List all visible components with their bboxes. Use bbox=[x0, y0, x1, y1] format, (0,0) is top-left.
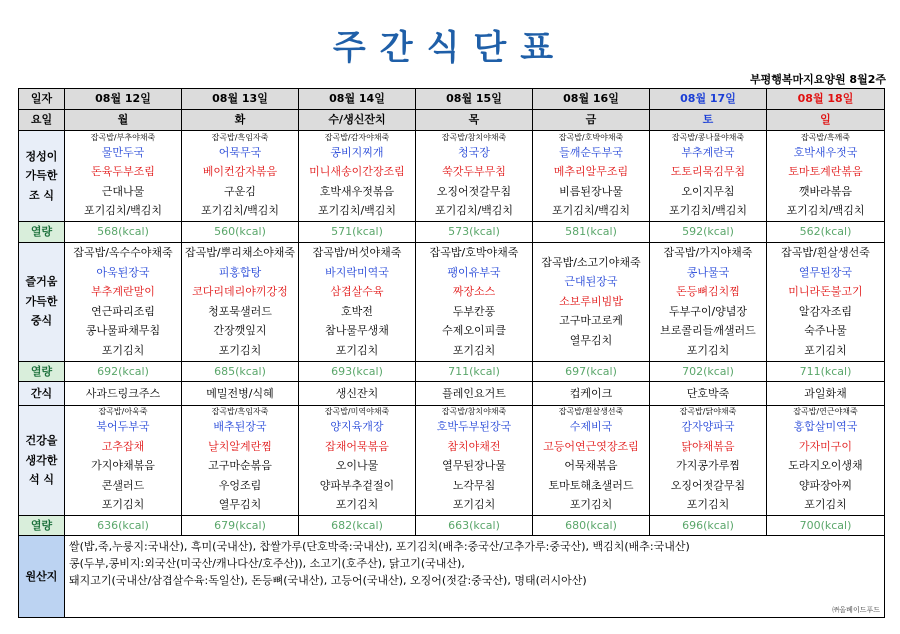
calorie-value: 680(kcal) bbox=[533, 515, 650, 536]
lunch-dish: 브로콜리들깨샐러드 bbox=[660, 324, 756, 337]
calorie-value: 702(kcal) bbox=[650, 361, 767, 382]
dinner-dish: 홍합살미역국 bbox=[793, 420, 858, 433]
calorie-value: 700(kcal) bbox=[767, 515, 885, 536]
lunch-rice-porridge: 잡곡밥/뿌리채소야채죽 bbox=[185, 246, 295, 259]
breakfast-rice-porridge: 잡곡밥/부추야채죽 bbox=[90, 132, 156, 142]
date-label: 일자 bbox=[19, 89, 65, 110]
dinner-dish: 수제비국 bbox=[569, 420, 613, 433]
calorie-value: 697(kcal) bbox=[533, 361, 650, 382]
calorie-value: 693(kcal) bbox=[299, 361, 416, 382]
breakfast-dish: 콩비지찌개 bbox=[330, 145, 384, 159]
dinner-label-line: 생각한 bbox=[25, 453, 58, 467]
lunch-dish: 아욱된장국 bbox=[96, 265, 150, 279]
breakfast-calorie-row bbox=[19, 222, 885, 243]
calorie-value: 711(kcal) bbox=[767, 361, 885, 382]
lunch-row bbox=[19, 242, 885, 361]
breakfast-row bbox=[19, 131, 885, 222]
lunch-dish: 포기김치 bbox=[335, 343, 379, 357]
calorie-value: 711(kcal) bbox=[416, 361, 533, 382]
breakfast-label-line: 가득한 bbox=[25, 169, 58, 183]
calorie-label: 열량 bbox=[19, 515, 65, 536]
breakfast-rice-porridge: 잡곡밥/참치야채죽 bbox=[441, 132, 507, 142]
lunch-cell bbox=[416, 242, 533, 361]
dinner-dish: 참치야채전 bbox=[447, 439, 501, 453]
dinner-rice-porridge: 잡곡밥/연근야채죽 bbox=[793, 407, 858, 416]
breakfast-dish: 베이컨감자볶음 bbox=[202, 165, 278, 178]
page-title: 주간식단표 bbox=[332, 28, 568, 68]
breakfast-dish: 도토리묵김무침 bbox=[670, 165, 746, 178]
lunch-dish: 삼겹살수육 bbox=[330, 285, 384, 298]
date-cell: 08월 14일 bbox=[299, 89, 416, 110]
calorie-value: 568(kcal) bbox=[65, 222, 182, 243]
breakfast-cell bbox=[650, 131, 767, 222]
lunch-dish: 알감자조림 bbox=[798, 304, 853, 318]
weekday-cell: 금 bbox=[533, 110, 650, 131]
breakfast-dish: 토마토계란볶음 bbox=[788, 165, 863, 178]
lunch-rice-porridge: 잡곡밥/버섯야채죽 bbox=[312, 246, 402, 259]
date-cell: 08월 12일 bbox=[65, 89, 182, 110]
calorie-value: 562(kcal) bbox=[767, 222, 885, 243]
calorie-value: 692(kcal) bbox=[65, 361, 182, 382]
lunch-label-line: 즐거움 bbox=[25, 275, 58, 289]
snack-cell: 메밀전병/식혜 bbox=[182, 382, 299, 406]
breakfast-cell bbox=[416, 131, 533, 222]
calorie-value: 573(kcal) bbox=[416, 222, 533, 243]
breakfast-dish: 메추리알무조림 bbox=[553, 165, 629, 178]
weekday-label: 요일 bbox=[19, 110, 65, 131]
breakfast-rice-porridge: 잡곡밥/흑임자죽 bbox=[211, 132, 269, 142]
lunch-label bbox=[19, 242, 65, 361]
dinner-label-line: 건강을 bbox=[25, 434, 58, 447]
lunch-dish: 콩나물국 bbox=[686, 265, 730, 279]
dinner-rice-porridge: 잡곡밥/미역야채죽 bbox=[324, 407, 390, 416]
breakfast-cell bbox=[65, 131, 182, 222]
dinner-cell bbox=[65, 406, 182, 516]
dinner-dish: 고등어연근엿장조림 bbox=[543, 439, 639, 453]
lunch-dish: 간장깻잎지 bbox=[213, 324, 267, 337]
weekday-cell: 수/생신잔치 bbox=[299, 110, 416, 131]
dinner-dish: 오징어젓갈무침 bbox=[670, 478, 746, 492]
date-cell: 08월 16일 bbox=[533, 89, 650, 110]
breakfast-dish: 돈육두부조림 bbox=[91, 165, 155, 178]
breakfast-dish: 포기김치/백김치 bbox=[786, 204, 865, 217]
snack-cell: 생신잔치 bbox=[299, 382, 416, 406]
dinner-dish: 포기김치 bbox=[804, 498, 847, 511]
dinner-calorie-row bbox=[19, 515, 885, 536]
origin-line: 쌀(밥,죽,누룽지:국내산), 흑미(국내산), 찹쌀가루(단호박죽:국내산), 포기김치(배추:중국산/고추가루:중국산), 백김치(배추:국내산) bbox=[69, 540, 690, 553]
breakfast-cell bbox=[299, 131, 416, 222]
dinner-dish: 포기김치 bbox=[335, 498, 379, 511]
lunch-dish: 짜장소스 bbox=[452, 285, 496, 298]
dinner-dish: 날치알계란찜 bbox=[208, 439, 272, 453]
date-cell: 08월 15일 bbox=[416, 89, 533, 110]
snack-cell: 플레인요거트 bbox=[416, 382, 533, 406]
breakfast-dish: 포기김치/백김치 bbox=[83, 204, 163, 217]
dinner-dish: 양파장아찌 bbox=[798, 478, 853, 492]
dinner-row bbox=[19, 406, 885, 516]
breakfast-cell bbox=[182, 131, 299, 222]
dinner-dish: 콘샐러드 bbox=[101, 478, 145, 492]
dinner-dish: 포기김치 bbox=[452, 498, 496, 511]
breakfast-dish: 오징어젓갈무침 bbox=[436, 184, 512, 198]
breakfast-label-line: 정성이 bbox=[25, 149, 58, 163]
calorie-value: 685(kcal) bbox=[182, 361, 299, 382]
calorie-label: 열량 bbox=[19, 222, 65, 243]
dinner-dish: 배추된장국 bbox=[213, 420, 267, 433]
lunch-dish: 포기김치 bbox=[686, 343, 730, 357]
breakfast-dish: 포기김치/백김치 bbox=[551, 204, 631, 217]
lunch-cell bbox=[533, 242, 650, 361]
calorie-value: 636(kcal) bbox=[65, 515, 182, 536]
breakfast-dish: 들깨순두부국 bbox=[559, 145, 623, 159]
lunch-dish: 포기김치 bbox=[452, 343, 496, 357]
lunch-label-line: 중식 bbox=[30, 314, 53, 328]
breakfast-rice-porridge: 잡곡밥/감자야채죽 bbox=[324, 132, 390, 142]
lunch-dish: 포기김치 bbox=[804, 343, 847, 357]
calorie-value: 696(kcal) bbox=[650, 515, 767, 536]
breakfast-cell bbox=[533, 131, 650, 222]
dinner-rice-porridge: 잡곡밥/흰살생선죽 bbox=[558, 407, 624, 416]
calorie-value: 560(kcal) bbox=[182, 222, 299, 243]
origin-label: 원산지 bbox=[19, 536, 65, 618]
lunch-dish: 부추계란말이 bbox=[91, 285, 155, 298]
facility-week-label: 부평행복마지요양원 8월2주 bbox=[749, 73, 886, 86]
dinner-dish: 토마토해초샐러드 bbox=[548, 478, 634, 492]
dinner-label bbox=[19, 406, 65, 516]
lunch-dish: 팽이유부국 bbox=[447, 265, 501, 279]
breakfast-dish: 포기김치/백김치 bbox=[668, 204, 748, 217]
dinner-cell bbox=[650, 406, 767, 516]
lunch-dish: 코다리데리야끼강정 bbox=[192, 285, 288, 298]
lunch-rice-porridge: 잡곡밥/흰살생선죽 bbox=[781, 246, 870, 259]
dinner-cell bbox=[416, 406, 533, 516]
lunch-dish: 근대된장국 bbox=[564, 275, 618, 289]
lunch-dish: 호박전 bbox=[341, 304, 373, 318]
breakfast-rice-porridge: 잡곡밥/호박야채죽 bbox=[558, 132, 624, 142]
calorie-value: 592(kcal) bbox=[650, 222, 767, 243]
dinner-dish: 잡채어묵볶음 bbox=[325, 439, 389, 453]
breakfast-label bbox=[19, 131, 65, 222]
lunch-dish: 포기김치 bbox=[218, 343, 262, 357]
lunch-dish: 미니라돈불고기 bbox=[788, 285, 863, 298]
breakfast-label-line: 조 식 bbox=[28, 188, 55, 202]
date-cell: 08월 18일 bbox=[767, 89, 885, 110]
dinner-dish: 가지콩가루찜 bbox=[676, 459, 740, 472]
lunch-dish: 숙주나물 bbox=[804, 324, 847, 337]
calorie-value: 679(kcal) bbox=[182, 515, 299, 536]
dinner-dish: 양파부추겉절이 bbox=[319, 478, 395, 492]
breakfast-dish: 구운김 bbox=[224, 184, 256, 198]
lunch-dish: 바지락미역국 bbox=[325, 265, 389, 279]
breakfast-dish: 포기김치/백김치 bbox=[200, 204, 280, 217]
dinner-dish: 고추잡채 bbox=[101, 439, 145, 453]
dinner-dish: 감자양파국 bbox=[681, 420, 735, 433]
calorie-value: 581(kcal) bbox=[533, 222, 650, 243]
lunch-dish: 청포묵샐러드 bbox=[208, 304, 272, 318]
dinner-dish: 우엉조림 bbox=[218, 478, 262, 492]
origin-row bbox=[19, 536, 885, 618]
weekday-cell: 화 bbox=[182, 110, 299, 131]
lunch-rice-porridge: 잡곡밥/가지야채죽 bbox=[663, 246, 753, 259]
supplier-logo: ㈜올베이드푸드 bbox=[832, 606, 880, 614]
breakfast-dish: 어묵무국 bbox=[218, 145, 262, 159]
lunch-cell bbox=[299, 242, 416, 361]
dinner-dish: 가지야채볶음 bbox=[91, 459, 155, 472]
origin-line: 돼지고기(국내산/삼겹살수육:독일산), 돈등뼈(국내산), 고등어(국내산), 오징어(젓갈:중국산), 명태(러시아산) bbox=[69, 574, 587, 587]
dinner-cell bbox=[182, 406, 299, 516]
lunch-rice-porridge: 잡곡밥/옥수수야채죽 bbox=[73, 246, 173, 259]
lunch-dish: 피홍합탕 bbox=[218, 265, 262, 279]
dinner-dish: 고구마순볶음 bbox=[208, 459, 272, 472]
breakfast-dish: 미니새송이간장조림 bbox=[309, 165, 405, 178]
lunch-cell bbox=[182, 242, 299, 361]
breakfast-dish: 청국장 bbox=[458, 145, 490, 159]
dinner-rice-porridge: 잡곡밥/흑임자죽 bbox=[211, 407, 269, 416]
breakfast-dish: 오이지무침 bbox=[681, 184, 735, 198]
calorie-label: 열량 bbox=[19, 361, 65, 382]
dinner-dish: 양지육개장 bbox=[330, 420, 384, 433]
calorie-value: 682(kcal) bbox=[299, 515, 416, 536]
dinner-label-line: 석 식 bbox=[28, 473, 55, 486]
dinner-dish: 포기김치 bbox=[569, 498, 613, 511]
calorie-value: 663(kcal) bbox=[416, 515, 533, 536]
lunch-cell bbox=[650, 242, 767, 361]
breakfast-rice-porridge: 잡곡밥/흑깨죽 bbox=[800, 132, 851, 142]
origin-line: 콩(두부,콩비지:외국산(미국산/캐나다산/호주산)), 소고기(호주산), 닭고기(국내산), bbox=[69, 557, 465, 570]
lunch-rice-porridge: 잡곡밥/호박야채죽 bbox=[429, 246, 519, 259]
dinner-dish: 북어두부국 bbox=[96, 420, 150, 433]
dinner-dish: 노각무침 bbox=[452, 478, 496, 492]
lunch-dish: 참나물무생채 bbox=[325, 324, 389, 337]
weekly-menu-table bbox=[18, 88, 885, 618]
date-cell: 08월 13일 bbox=[182, 89, 299, 110]
lunch-label-line: 가득한 bbox=[25, 294, 58, 308]
lunch-cell bbox=[767, 242, 885, 361]
breakfast-dish: 포기김치/백김치 bbox=[434, 204, 514, 217]
lunch-dish: 포기김치 bbox=[101, 343, 145, 357]
snack-cell: 과일화채 bbox=[767, 382, 885, 406]
dinner-rice-porridge: 잡곡밥/참치야채죽 bbox=[441, 407, 507, 416]
breakfast-dish: 비름된장나물 bbox=[559, 184, 623, 198]
weekday-cell: 월 bbox=[65, 110, 182, 131]
calorie-value: 571(kcal) bbox=[299, 222, 416, 243]
date-row bbox=[19, 89, 885, 110]
lunch-dish: 열무김치 bbox=[569, 333, 613, 347]
dinner-dish: 닭야채볶음 bbox=[681, 439, 735, 453]
breakfast-dish: 포기김치/백김치 bbox=[317, 204, 397, 217]
weekday-row bbox=[19, 110, 885, 131]
dinner-dish: 열무된장나물 bbox=[442, 459, 506, 472]
weekday-cell: 일 bbox=[767, 110, 885, 131]
snack-label: 간식 bbox=[19, 382, 65, 406]
lunch-dish: 두부칸풍 bbox=[452, 304, 496, 318]
lunch-calorie-row bbox=[19, 361, 885, 382]
lunch-dish: 돈등뼈김치찜 bbox=[676, 285, 740, 298]
origin-info bbox=[65, 536, 885, 618]
dinner-dish: 포기김치 bbox=[686, 498, 730, 511]
breakfast-dish: 깻바라볶음 bbox=[798, 184, 853, 198]
breakfast-dish: 호박새우젓볶음 bbox=[319, 184, 395, 198]
breakfast-cell bbox=[767, 131, 885, 222]
lunch-dish: 소보루비빔밥 bbox=[559, 294, 623, 308]
lunch-dish: 열무된장국 bbox=[798, 265, 853, 279]
dinner-dish: 포기김치 bbox=[101, 498, 145, 511]
lunch-dish: 두부구이/양념장 bbox=[668, 304, 748, 318]
lunch-dish: 콩나물파채무침 bbox=[85, 324, 161, 337]
lunch-cell bbox=[65, 242, 182, 361]
weekday-cell: 토 bbox=[650, 110, 767, 131]
breakfast-dish: 물만두국 bbox=[101, 145, 145, 159]
lunch-dish: 연근파리조림 bbox=[91, 304, 155, 318]
dinner-dish: 가자미구이 bbox=[798, 439, 853, 453]
snack-row bbox=[19, 382, 885, 406]
lunch-rice-porridge: 잡곡밥/소고기야채죽 bbox=[541, 255, 641, 269]
snack-cell: 단호박죽 bbox=[650, 382, 767, 406]
breakfast-dish: 부추계란국 bbox=[681, 145, 735, 159]
dinner-rice-porridge: 잡곡밥/닭야채죽 bbox=[679, 407, 737, 416]
dinner-cell bbox=[533, 406, 650, 516]
lunch-dish: 고구마고로케 bbox=[559, 314, 623, 328]
breakfast-dish: 호박새우젓국 bbox=[793, 145, 858, 159]
dinner-dish: 어묵채볶음 bbox=[564, 459, 618, 472]
dinner-dish: 호박두부된장국 bbox=[436, 420, 512, 433]
dinner-dish: 오이나물 bbox=[335, 459, 379, 472]
dinner-dish: 열무김치 bbox=[218, 498, 262, 511]
weekday-cell: 목 bbox=[416, 110, 533, 131]
dinner-dish: 도라지오이생채 bbox=[788, 459, 863, 472]
dinner-rice-porridge: 잡곡밥/아욱죽 bbox=[98, 407, 148, 416]
breakfast-dish: 쑥갓두부무침 bbox=[442, 165, 506, 178]
lunch-dish: 수제오이피클 bbox=[442, 324, 506, 337]
dinner-cell bbox=[299, 406, 416, 516]
breakfast-rice-porridge: 잡곡밥/콩나물야채죽 bbox=[671, 132, 745, 142]
snack-cell: 사과드링크주스 bbox=[65, 382, 182, 406]
snack-cell: 컵케이크 bbox=[533, 382, 650, 406]
dinner-cell bbox=[767, 406, 885, 516]
date-cell: 08월 17일 bbox=[650, 89, 767, 110]
breakfast-dish: 근대나물 bbox=[101, 184, 145, 198]
